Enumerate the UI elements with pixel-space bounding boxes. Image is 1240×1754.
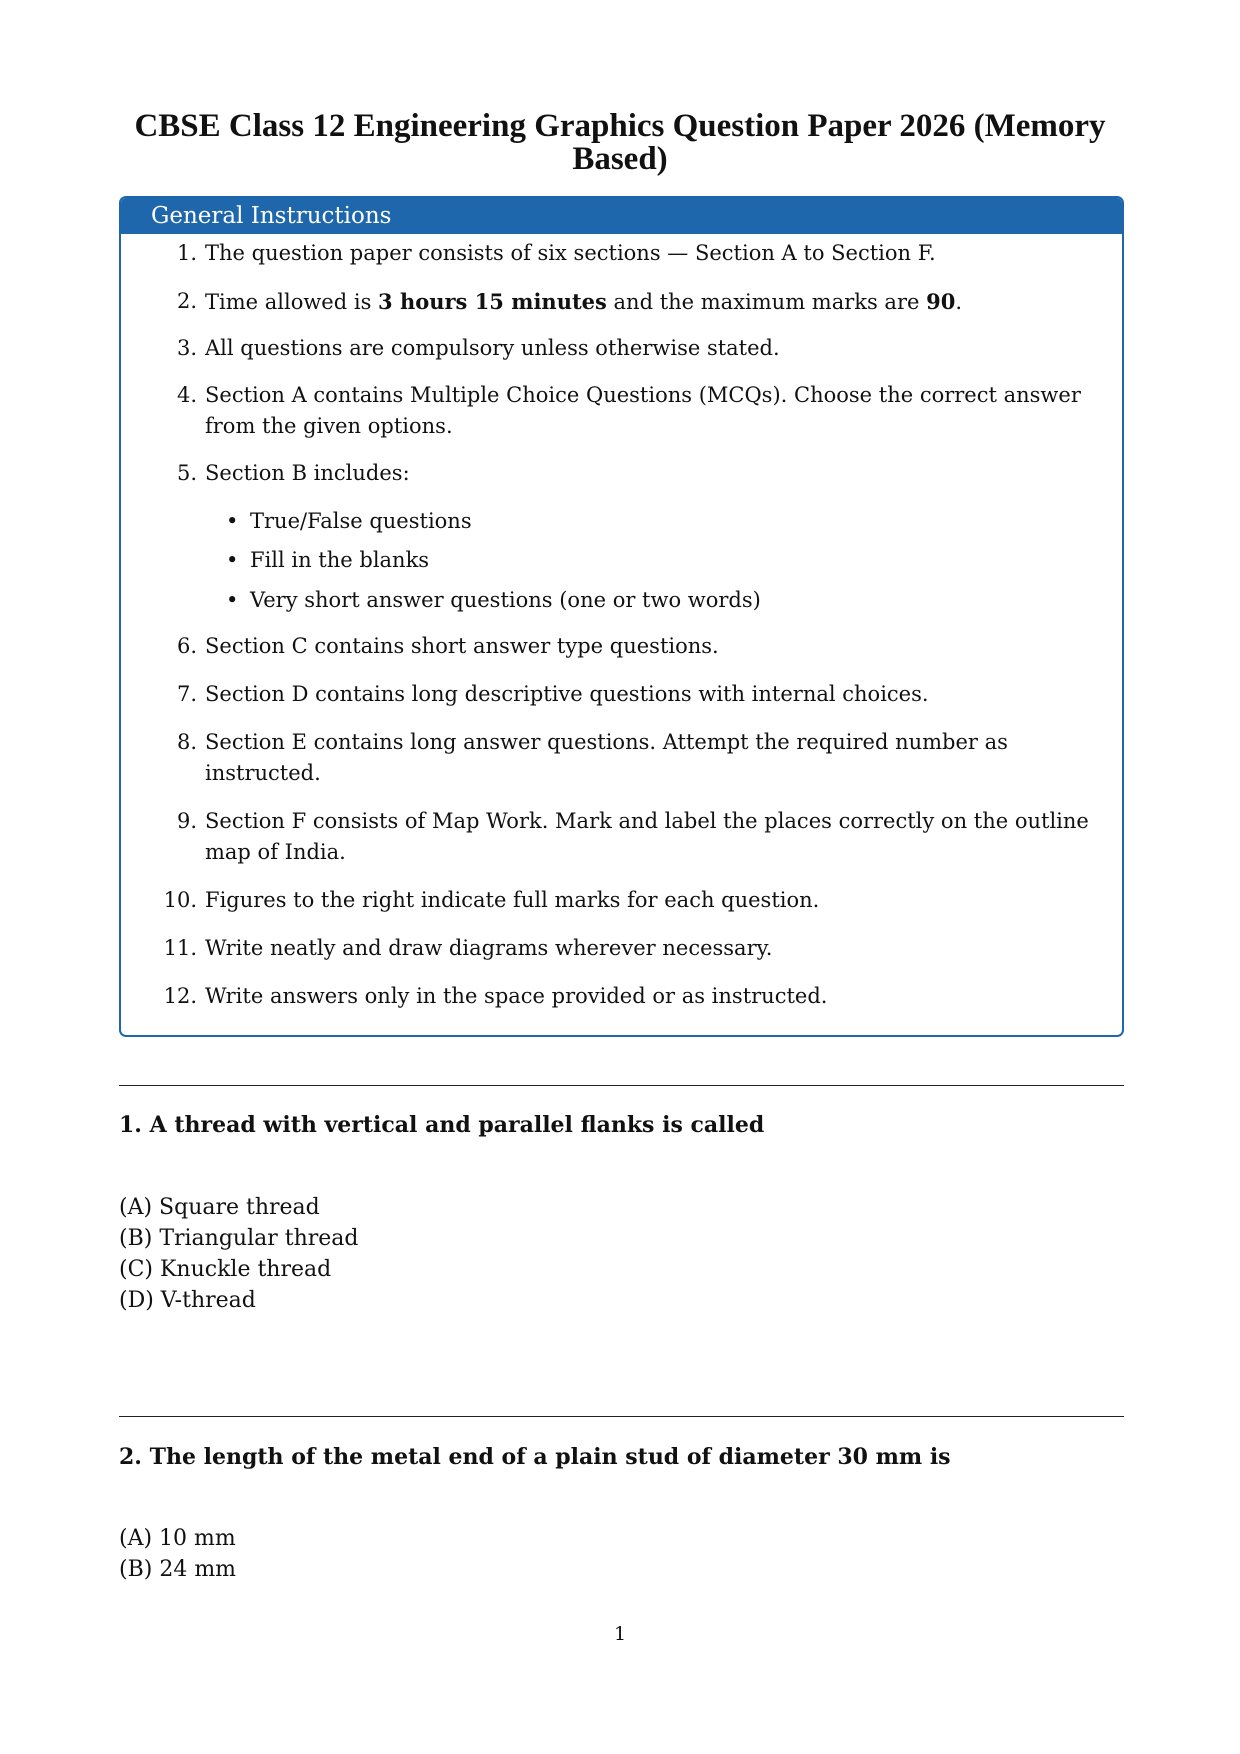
section-b-bullet: • True/False questions <box>250 506 472 537</box>
page-number: 1 <box>613 1623 627 1645</box>
section-b-bullet: • Fill in the blanks <box>250 545 429 576</box>
instruction-number: 4. <box>176 383 197 407</box>
option: (B) Triangular thread <box>119 1226 359 1251</box>
instruction-text: Section F consists of Map Work. Mark and label the places correctly on the outline map of India. <box>205 809 1089 864</box>
instruction-number: 2. <box>176 289 197 313</box>
instruction-item <box>176 458 1095 489</box>
instruction-number: 12. <box>163 984 197 1008</box>
instruction-number: 5. <box>176 461 197 485</box>
instruction-text: Section E contains long answer questions. Attempt the required number as instructed. <box>205 730 1008 785</box>
question-2: 2. The length of the metal end of a plain stud of diameter 30 mm is <box>119 1444 951 1470</box>
instruction-item <box>163 885 1095 916</box>
question-1: 1. A thread with vertical and parallel flanks is called <box>119 1112 765 1138</box>
instruction-text: Section D contains long descriptive questions with internal choices. <box>205 682 929 706</box>
option: (D) V-thread <box>119 1288 256 1313</box>
instruction-text: Write neatly and draw diagrams wherever necessary. <box>205 936 773 960</box>
instruction-number: 3. <box>176 336 197 360</box>
bullet-icon: • <box>226 509 239 533</box>
instruction-text: All questions are compulsory unless otherwise stated. <box>205 336 780 360</box>
divider <box>119 1416 1124 1417</box>
instruction-item <box>163 933 1095 964</box>
instruction-item <box>176 286 1095 318</box>
page-title: CBSE Class 12 Engineering Graphics Question Paper 2026 (Memory Based) <box>134 108 1106 177</box>
time-allowed: 3 hours 15 minutes <box>378 289 607 314</box>
instruction-number: 6. <box>176 634 197 658</box>
instruction-text: Figures to the right indicate full marks for each question. <box>205 888 820 912</box>
max-marks: 90 <box>926 289 956 314</box>
instruction-number: 10. <box>163 888 197 912</box>
option: (A) 10 mm <box>119 1526 236 1551</box>
option: (C) Knuckle thread <box>119 1257 332 1282</box>
instruction-item <box>176 631 1095 662</box>
general-instructions-box <box>119 196 1124 1037</box>
instruction-text: Write answers only in the space provided or as instructed. <box>205 984 828 1008</box>
option: (B) 24 mm <box>119 1557 237 1582</box>
instructions-heading: General Instructions <box>121 198 1122 234</box>
instruction-item <box>176 333 1095 364</box>
bullet-icon: • <box>226 548 239 572</box>
instruction-text: Section C contains short answer type questions. <box>205 634 719 658</box>
instruction-item <box>176 380 1095 442</box>
divider <box>119 1085 1124 1086</box>
instruction-number: 7. <box>176 682 197 706</box>
instruction-number: 9. <box>176 809 197 833</box>
instruction-text: Section A contains Multiple Choice Questions (MCQs). Choose the correct answer from the given options. <box>205 383 1081 438</box>
instruction-number: 8. <box>176 730 197 754</box>
instruction-item <box>176 727 1095 789</box>
instruction-text: The question paper consists of six sections — Section A to Section F. <box>205 241 936 265</box>
instruction-number: 1. <box>176 241 197 265</box>
instruction-item <box>176 238 1095 269</box>
section-b-bullet: • Very short answer questions (one or two words) <box>250 585 761 616</box>
instruction-item <box>163 981 1095 1012</box>
instruction-text: Section B includes: <box>205 461 410 485</box>
instruction-number: 11. <box>163 936 197 960</box>
bullet-icon: • <box>226 588 239 612</box>
instruction-text: Time allowed is 3 hours 15 minutes and the maximum marks are 90. <box>205 289 963 314</box>
instruction-item <box>176 679 1095 710</box>
option: (A) Square thread <box>119 1195 320 1220</box>
instruction-item <box>176 806 1095 868</box>
